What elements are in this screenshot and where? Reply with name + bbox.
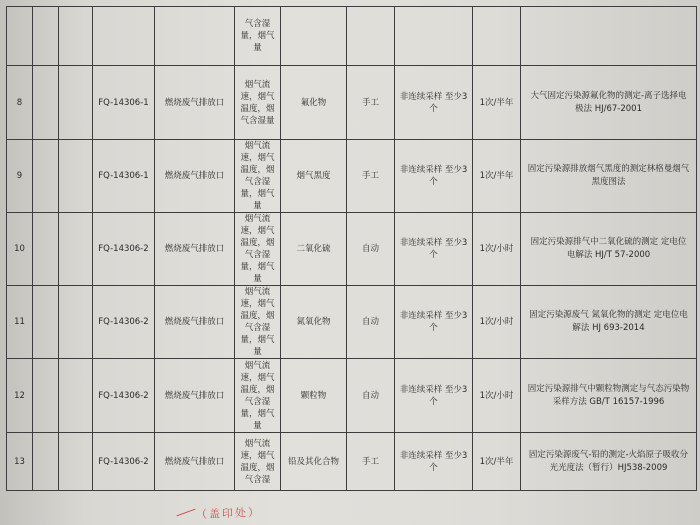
frequency: 1次/小时 — [473, 359, 521, 433]
outlet-name: 燃烧废气排放口 — [155, 286, 235, 359]
row-number: 9 — [7, 140, 33, 213]
table-row — [7, 140, 697, 213]
blank-cell — [33, 140, 59, 213]
outlet-name: 燃烧废气排放口 — [155, 359, 235, 433]
blank-cell — [59, 359, 93, 433]
monitor-mode — [347, 7, 395, 66]
stamp-mark — [176, 509, 195, 517]
table-row — [7, 7, 697, 66]
outlet-name: 燃烧废气排放口 — [155, 213, 235, 286]
analysis-method: 固定污染源废气 氮氧化物的测定 定电位电解法 HJ 693-2014 — [521, 286, 697, 359]
outlet-name: 燃烧废气排放口 — [155, 140, 235, 213]
outlet-name — [155, 7, 235, 66]
outlet-code: FQ-14306-1 — [93, 140, 155, 213]
outlet-code: FQ-14306-2 — [93, 433, 155, 491]
blank-cell — [33, 433, 59, 491]
monitor-mode: 自动 — [347, 359, 395, 433]
analysis-method: 固定污染源排放烟气黑度的测定林格曼烟气黑度图法 — [521, 140, 697, 213]
monitoring-table — [6, 6, 697, 491]
blank-cell — [59, 7, 93, 66]
monitor-mode: 手工 — [347, 433, 395, 491]
monitor-params: 烟气流速，烟气温度，烟气含湿 — [235, 433, 281, 491]
outlet-code — [93, 7, 155, 66]
outlet-name: 燃烧废气排放口 — [155, 66, 235, 140]
row-number: 11 — [7, 286, 33, 359]
frequency: 1次/小时 — [473, 213, 521, 286]
analysis-method: 大气固定污染源氟化物的测定-离子选择电极法 HJ/67-2001 — [521, 66, 697, 140]
table-row — [7, 433, 697, 491]
frequency: 1次/半年 — [473, 140, 521, 213]
pollutant: 二氧化硫 — [281, 213, 347, 286]
pollutant — [281, 7, 347, 66]
row-number — [7, 7, 33, 66]
sampling-method: 非连续采样 至少3个 — [395, 433, 473, 491]
sampling-method: 非连续采样 至少3个 — [395, 213, 473, 286]
row-number: 8 — [7, 66, 33, 140]
monitor-params: 烟气流速，烟气温度，烟气含湿量 — [235, 66, 281, 140]
frequency: 1次/半年 — [473, 66, 521, 140]
sampling-method — [395, 7, 473, 66]
row-number: 12 — [7, 359, 33, 433]
monitor-params: 烟气流速，烟气温度，烟气含湿量，烟气量 — [235, 286, 281, 359]
pollutant: 颗粒物 — [281, 359, 347, 433]
table-row — [7, 213, 697, 286]
blank-cell — [59, 286, 93, 359]
pollutant: 铅及其化合物 — [281, 433, 347, 491]
monitor-mode: 自动 — [347, 286, 395, 359]
blank-cell — [33, 66, 59, 140]
monitor-params: 烟气流速，烟气温度，烟气含湿量，烟气量 — [235, 213, 281, 286]
sampling-method: 非连续采样 至少3个 — [395, 140, 473, 213]
table-row — [7, 66, 697, 140]
pollutant: 烟气黑度 — [281, 140, 347, 213]
monitor-mode: 手工 — [347, 140, 395, 213]
sampling-method: 非连续采样 至少3个 — [395, 359, 473, 433]
analysis-method — [521, 7, 697, 66]
outlet-code: FQ-14306-2 — [93, 286, 155, 359]
outlet-name: 燃烧废气排放口 — [155, 433, 235, 491]
monitor-mode: 手工 — [347, 66, 395, 140]
monitor-params: 气含湿量，烟气量 — [235, 7, 281, 66]
blank-cell — [33, 359, 59, 433]
blank-cell — [33, 7, 59, 66]
blank-cell — [33, 213, 59, 286]
row-number: 10 — [7, 213, 33, 286]
blank-cell — [59, 433, 93, 491]
pollutant: 氮氧化物 — [281, 286, 347, 359]
table-row — [7, 359, 697, 433]
row-number: 13 — [7, 433, 33, 491]
frequency — [473, 7, 521, 66]
blank-cell — [33, 286, 59, 359]
outlet-code: FQ-14306-1 — [93, 66, 155, 140]
sampling-method: 非连续采样 至少3个 — [395, 286, 473, 359]
stamp-text: （盖印处） — [195, 505, 262, 522]
pollutant: 氟化物 — [281, 66, 347, 140]
outlet-code: FQ-14306-2 — [93, 213, 155, 286]
analysis-method: 固定污染源排气中二氧化硫的测定 定电位电解法 HJ/T 57-2000 — [521, 213, 697, 286]
frequency: 1次/小时 — [473, 286, 521, 359]
table-row — [7, 286, 697, 359]
monitor-params: 烟气流速，烟气温度，烟气含湿量，烟气量 — [235, 359, 281, 433]
sampling-method: 非连续采样 至少3个 — [395, 66, 473, 140]
blank-cell — [59, 213, 93, 286]
monitor-params: 烟气流速，烟气温度，烟气含湿量，烟气量 — [235, 140, 281, 213]
blank-cell — [59, 140, 93, 213]
analysis-method: 固定污染源排气中颗粒物测定与气态污染物采样方法 GB/T 16157-1996 — [521, 359, 697, 433]
analysis-method: 固定污染源废气-铅的测定-火焰原子吸收分光光度法（暂行）HJ538-2009 — [521, 433, 697, 491]
frequency: 1次/半年 — [473, 433, 521, 491]
monitor-mode: 自动 — [347, 213, 395, 286]
blank-cell — [59, 66, 93, 140]
outlet-code: FQ-14306-2 — [93, 359, 155, 433]
